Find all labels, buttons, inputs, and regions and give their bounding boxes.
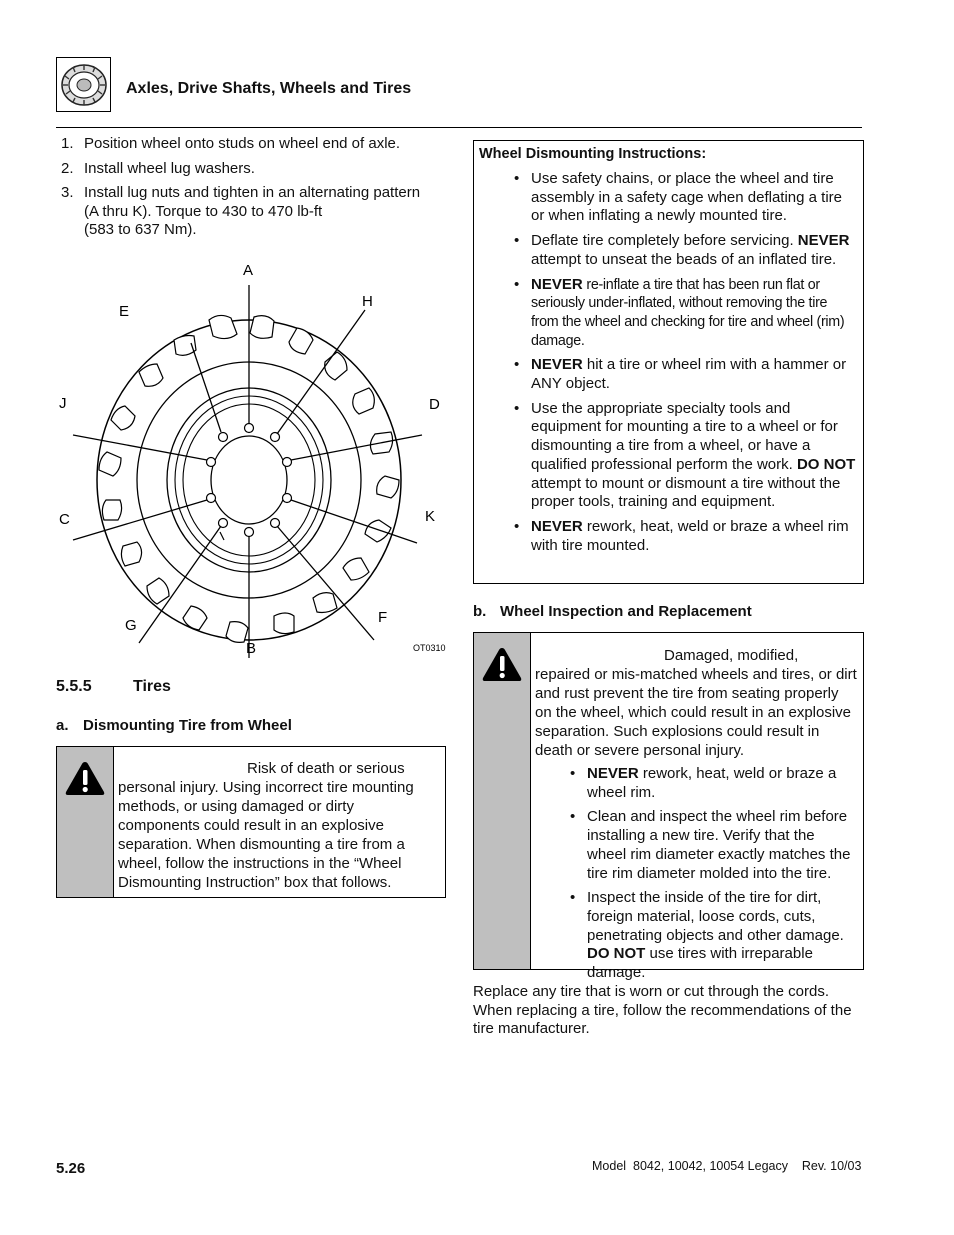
warning-line: Dismounting Instruction” box that follows. xyxy=(118,874,392,891)
warning-sidebar xyxy=(57,747,114,897)
label-A: A xyxy=(243,262,254,279)
subsection-b-letter: b. xyxy=(473,603,487,620)
inspection-list xyxy=(535,765,857,983)
list-item: • NEVER rework, heat, weld or braze a wheel rim. xyxy=(570,765,837,801)
wheel-lug-pattern-figure xyxy=(56,255,456,665)
label-D: D xyxy=(429,396,440,413)
item-text: Use safety chains, or place the wheel and tire assembly in a safety cage when deflating a tire or when inflating a newly mounted tire. xyxy=(531,170,843,225)
item-bold: NEVER xyxy=(531,275,583,293)
subsection-b-title: Wheel Inspection and Replacement xyxy=(500,603,752,620)
list-item: • Inspect the inside of the tire for dirt, foreign material, loose cords, cuts, penetrating objects and other damage. DO NOT use tires with irreparable damage. xyxy=(570,889,844,982)
list-item: • Use the appropriate specialty tools and equipment for mounting a tire to a wheel or for dismounting a tire from a wheel, or have a qualified professional perform the work. DO NOT attempt to mount or dismount a tire without the proper tools, training and equipment. xyxy=(514,399,856,511)
warning-intro: Damaged, modified, repaired or mis-matched wheels and tires, or dirt and rust prevent the tire from seating properly on the wheel, which could result in an explosive separation. Such explosions could result in death or severe personal injury. xyxy=(535,647,857,759)
step-text: (583 to 637 Nm). xyxy=(84,221,197,238)
section-number: 5.5.5 xyxy=(56,678,92,695)
label-C: C xyxy=(59,511,70,528)
step-text: Install wheel lug washers. xyxy=(84,159,255,177)
item-text: use tires with irreparable damage. xyxy=(587,945,813,982)
item-text: rework, heat, weld or braze a wheel rim. xyxy=(587,765,837,801)
hub-center xyxy=(211,436,287,524)
list-item: • NEVER re-inflate a tire that has been run flat or seriously under-inflated, without removing the tire from the wheel and checking for tire and wheel (rim) damage. xyxy=(514,275,845,349)
item-text: re-inflate a tire that has been run flat or seriously under-inflated, without removing the tire from the wheel and checking for tire and wheel (rim) damage. xyxy=(531,276,845,349)
item-text: Inspect the inside of the tire for dirt, foreign material, loose cords, cuts, penetrating objects and other damage. xyxy=(587,889,844,944)
step-number: 1. xyxy=(61,135,74,152)
item-bold: NEVER xyxy=(531,356,583,374)
warning-icon xyxy=(481,646,523,683)
warning-box-inspection xyxy=(473,632,864,982)
item-text: attempt to unseat the beads of an inflated tire. xyxy=(531,250,837,268)
page-number: 5.26 xyxy=(56,1160,86,1177)
dismounting-instructions-box xyxy=(473,140,864,584)
label-F: F xyxy=(378,609,388,626)
list-item: • Use safety chains, or place the wheel and tire assembly in a safety cage when deflating a tire or when inflating a newly mounted tire. xyxy=(514,170,843,225)
header-title: Axles, Drive Shafts, Wheels and Tires xyxy=(126,80,412,97)
label-H: H xyxy=(362,293,373,310)
label-J: J xyxy=(59,395,67,412)
label-G: G xyxy=(125,617,137,634)
item-text: hit a tire or wheel rim with a hammer or ANY object. xyxy=(531,356,847,393)
step-2 xyxy=(56,160,446,179)
closing-paragraph: Replace any tire that is worn or cut through the cords. When replacing a tire, follow the recommendations of the tire manufacturer. xyxy=(473,983,852,1038)
label-E: E xyxy=(119,303,130,320)
step-number: 2. xyxy=(61,159,74,177)
warning-sidebar xyxy=(474,633,531,969)
instructions-list xyxy=(479,170,857,555)
list-item: • Deflate tire completely before servicing. NEVER attempt to unseat the beads of an inflated tire. xyxy=(514,232,850,268)
step-number: 3. xyxy=(61,184,74,201)
warning-line: components could result in an explosive xyxy=(118,817,384,834)
tire-icon xyxy=(57,58,110,111)
item-text: attempt to mount or dismount a tire without the proper tools, training and equipment. xyxy=(531,474,841,511)
item-bold: NEVER xyxy=(587,765,639,782)
header-rule xyxy=(56,127,862,128)
instructions-title: Wheel Dismounting Instructions: xyxy=(479,146,707,162)
label-K: K xyxy=(425,508,436,525)
warning-line: Risk of death or serious xyxy=(247,760,405,777)
item-text: Use the appropriate specialty tools and equipment for mounting a tire to a wheel or for dismounting a tire from a wheel, or have a qualified professional perform the work. xyxy=(531,399,838,473)
subsection-a-title: Dismounting Tire from Wheel xyxy=(83,717,292,734)
step-text: Position wheel onto studs on wheel end of axle. xyxy=(84,135,401,152)
warning-box-dismounting xyxy=(56,746,446,898)
warning-icon xyxy=(64,760,106,797)
step-3 xyxy=(56,184,446,240)
item-bold: NEVER xyxy=(797,232,850,250)
warning-line: wheel, follow the instructions in the “Wheel xyxy=(118,855,402,872)
warning-text xyxy=(114,747,420,897)
section-title: Tires xyxy=(133,678,171,695)
item-text: rework, heat, weld or braze a wheel rim with tire mounted. xyxy=(531,517,849,554)
warning-line: personal injury. Using incorrect tire mounting xyxy=(118,779,414,796)
item-text: Clean and inspect the wheel rim before installing a new tire. Verify that the wheel rim diameter exactly matches the tire rim diameter molded into the tire. xyxy=(587,808,851,882)
step-text: Install lug nuts and tighten in an alternating pattern xyxy=(84,184,421,201)
step-text: (A thru K). Torque to 430 to 470 lb-ft xyxy=(84,202,323,220)
item-text: Deflate tire completely before servicing. xyxy=(531,232,794,250)
list-item: • NEVER rework, heat, weld or braze a wheel rim with tire mounted. xyxy=(514,517,849,554)
install-steps xyxy=(56,135,446,246)
footer-model: Model 8042, 10042, 10054 Legacy Rev. 10/03 xyxy=(592,1159,862,1173)
header-logo xyxy=(56,57,111,112)
list-item: • Clean and inspect the wheel rim before installing a new tire. Verify that the wheel rim diameter exactly matches the tire rim diameter molded into the tire. xyxy=(570,808,851,882)
step-1 xyxy=(56,135,446,154)
warning-line: separation. When dismounting a tire from a xyxy=(118,836,405,853)
subsection-a-letter: a. xyxy=(56,717,69,734)
list-item: • NEVER hit a tire or wheel rim with a hammer or ANY object. xyxy=(514,356,847,393)
warning-line: methods, or using damaged or dirty xyxy=(118,798,354,815)
item-bold: DO NOT xyxy=(796,455,856,473)
warning-text xyxy=(531,633,863,982)
item-bold: NEVER xyxy=(531,517,583,535)
label-B: B xyxy=(246,640,257,657)
figure-code: OT0310 xyxy=(413,643,446,653)
item-bold: DO NOT xyxy=(587,945,646,963)
